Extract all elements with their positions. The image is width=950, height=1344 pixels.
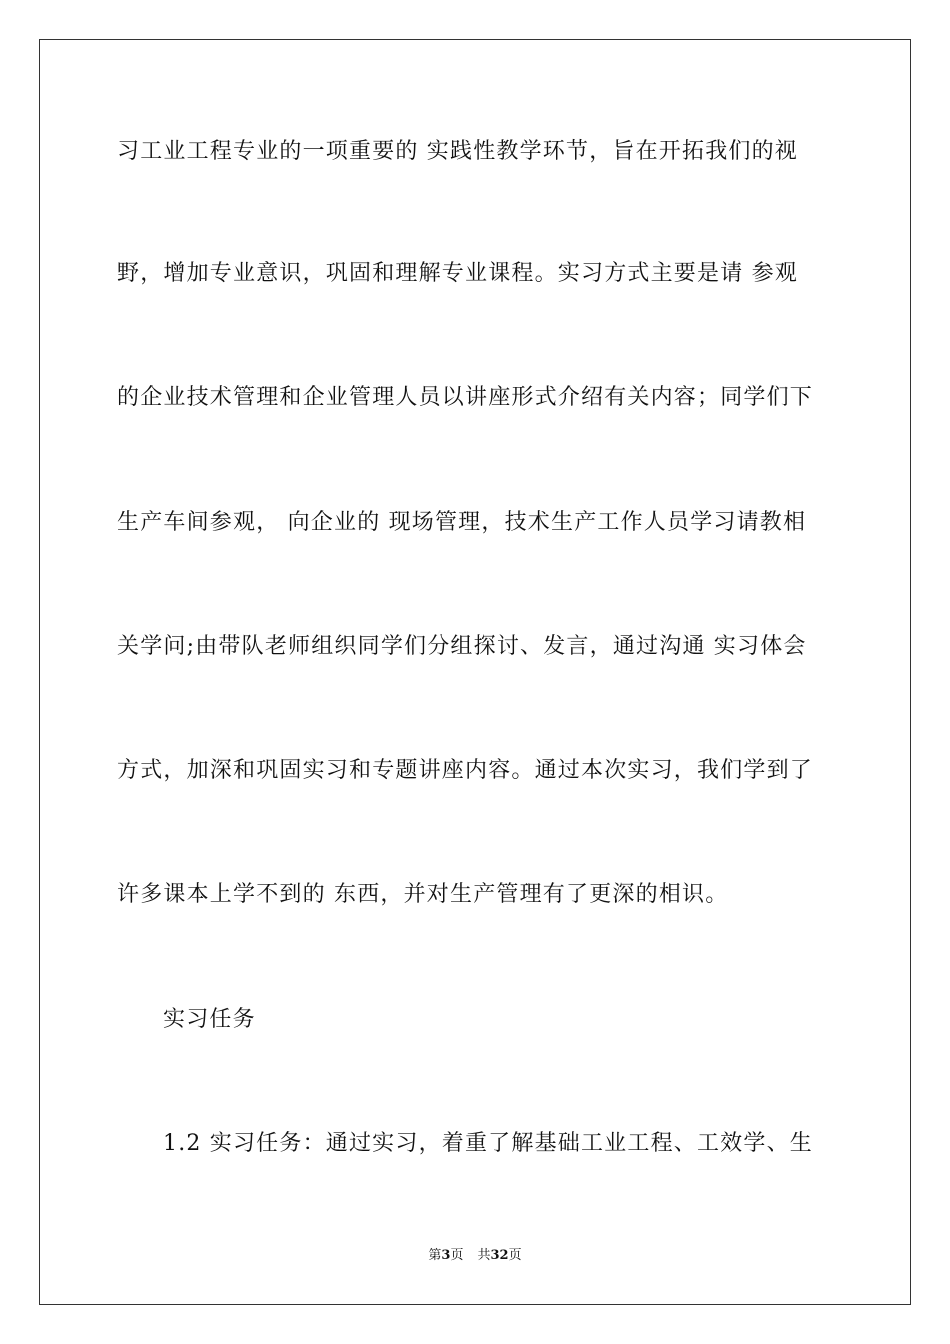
body-line-5: 关学问;由带队老师组织同学们分组探讨、发言，通过沟通 实习体会 xyxy=(117,634,807,659)
footer-total-number: 32 xyxy=(490,1248,509,1263)
body-line-2: 野，增加专业意识，巩固和理解专业课程。实习方式主要是请 参观 xyxy=(117,261,798,286)
body-line-6: 方式，加深和巩固实习和专题讲座内容。通过本次实习，我们学到了 xyxy=(117,758,814,783)
body-line-1: 习工业工程专业的一项重要的 实践性教学环节，旨在开拓我们的视 xyxy=(117,139,798,164)
task-paragraph-line: 1.2 实习任务：通过实习，着重了解基础工业工程、工效学、生 xyxy=(163,1131,813,1156)
footer-page-suffix: 页 xyxy=(450,1248,464,1263)
footer-page-number: 3 xyxy=(441,1248,451,1263)
body-line-7: 许多课本上学不到的 东西，并对生产管理有了更深的相识。 xyxy=(117,882,729,907)
page-footer xyxy=(0,1246,950,1266)
section-heading: 实习任务 xyxy=(163,1007,256,1032)
body-line-3: 的企业技术管理和企业管理人员以讲座形式介绍有关内容；同学们下 xyxy=(117,385,814,410)
footer-total-prefix: 共 xyxy=(477,1248,491,1263)
footer-page-prefix: 第 xyxy=(428,1248,442,1263)
footer-total-suffix: 页 xyxy=(508,1248,522,1263)
body-line-4: 生产车间参观， 向企业的 现场管理，技术生产工作人员学习请教相 xyxy=(117,510,807,535)
page-border xyxy=(39,39,911,1305)
